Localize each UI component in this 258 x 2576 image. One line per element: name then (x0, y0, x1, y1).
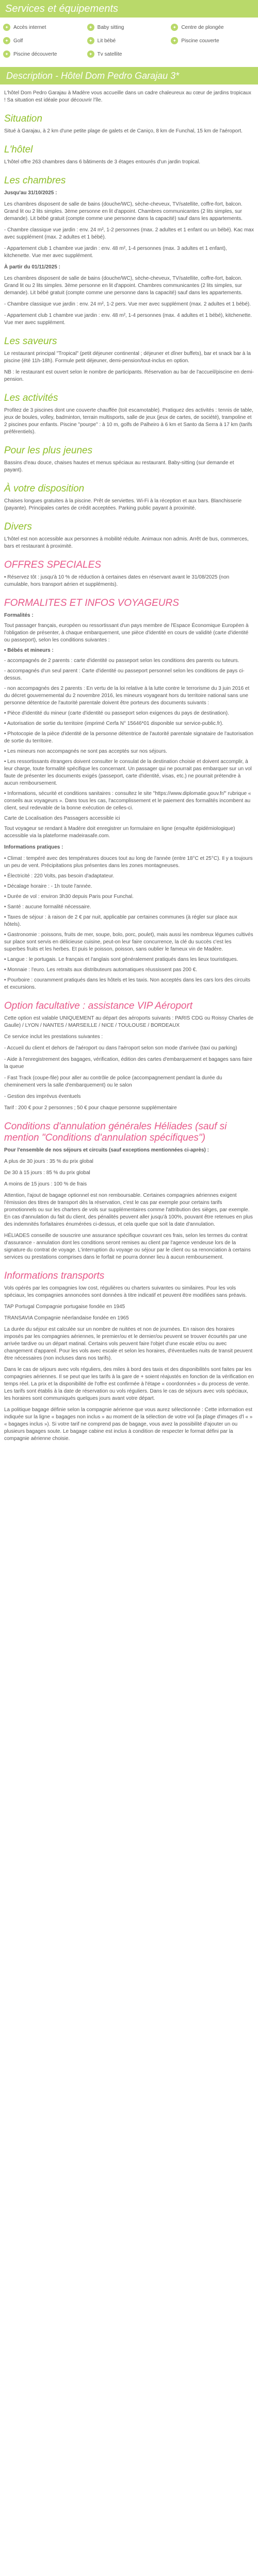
formalites-item: • Bébés et mineurs : (4, 648, 54, 653)
section-title: Les saveurs (4, 336, 57, 347)
section-text: - Chambre classique vue jardin : env. 24 m², 1-2 pers. Vue mer avec supplément (max. 2 adultes et 1 bébé). (4, 301, 251, 307)
section-text: Profitez de 3 piscines dont une couverte chauffée (toit escamotable). Pratiquez des activités : tennis de table, jeux de boules, volley, badminton, terrain multisports, salle de jeux (jeux de cartes, de société), trampoline et 2 piscines pour enfants. Piscine "pourpe" : à 10 m, golfs de Palheiro à 6 km et Santo da Serra à 17 km (tarifs préférentiels). (4, 408, 253, 435)
amenity-item (171, 23, 255, 32)
description-banner: Description - Hôtel Dom Pedro Garajau 3* (0, 67, 258, 84)
section-text: L'hôtel offre 263 chambres dans 6 bâtiments de 3 étages entourés d'un jardin tropical. (4, 159, 200, 165)
infos-item: • Pourboire : couramment pratiqués dans les hôtels et les taxis. Non acceptés dans les cars lors des circuits et excursions. (4, 977, 251, 990)
tv-icon: ✦ (87, 50, 94, 58)
formalites-item: • Les mineurs non accompagnés ne sont pas acceptés sur nos séjours. (4, 749, 167, 754)
section-title: À votre disposition (4, 483, 85, 494)
section-text: - Appartement club 1 chambre vue jardin : env. 48 m², 1-4 personnes (max. 3 adultes et 1 enfant), kitchenette. Vue mer avec supplément. (4, 246, 227, 259)
infos-item: • Gastronomie : poissons, fruits de mer, soupe, bolo, porc, poulet), mais aussi les nombreux légumes cultivés sur place sont servis en délicieuse cuisine, peut-on leur faire concurrence, la clé du succès c'est les superbes fruits et les herbes. Et puis le poisson, poisson, sans oublier le fameux vin de Madère. (4, 932, 253, 952)
pool-icon: ✦ (171, 37, 178, 44)
formalites-item: • Photocopie de la pièce d'identité de la personne détentrice de l'autorité parentale signataire de l'autorisation de sortie du territoire. (4, 731, 253, 744)
amenity-label: Accès internet (13, 24, 46, 30)
section-title: Pour les plus jeunes (4, 445, 93, 456)
formalites-item: • Autorisation de sortie du territoire (imprimé Cerfa N° 15646*01 disponible sur service-public.fr). (4, 721, 223, 726)
formalites-item[interactable]: Carte de Localisation des Passagers accessible ici (4, 816, 120, 821)
transports-text: La durée du séjour est calculée sur un nombre de nuitées et non de journées. En raison des horaires imposés par les compagnies aériennes, le premier/ou et le dernier/ou peuvent se trouver écourtés par une arrivée tardive ou un départ matinal. Certains vols peuvent faire l'objet d'une escale et/ou ou avec changement d'appareil. Pour les vols avec escale et selon les horaires, d'éventuelles nuits de transit peuvent être nécessaires (non incluses dans nos tarifs). (4, 1327, 253, 1361)
section-title: L'hôtel (4, 144, 33, 155)
infos-list (4, 855, 254, 991)
amenity-label: Golf (13, 38, 23, 44)
content (0, 84, 258, 1443)
section-title: Divers (4, 521, 32, 532)
section-text: - Chambre classique vue jardin : env. 24 m², 1-2 personnes (max. 2 adultes et 1 enfant ou un bébé). Kac max avec supplément (max. 2 adultes et 1 bébé). (4, 227, 254, 240)
bed-icon: ✦ (87, 37, 94, 44)
transports-text: TAP Portugal Compagnie portugaise fondée en 1945 (4, 1304, 125, 1310)
section-title: Situation (4, 113, 42, 124)
annulation-text: HÉLIADES conseille de souscrire une assurance spécifique couvrant ces frais, selon les termes du contrat d'assurance - annulation dont les conditions seront remises au client par l'agence vendeuse lors de la signature du contrat de voyage. L'interruption du voyage ou séjour par le client ou sa renonciation à certains services ou prestations comprises dans le forfait ne pourra donner lieu à aucun remboursement. (4, 1233, 251, 1260)
amenity-item (3, 49, 87, 59)
section-text: Les chambres disposent de salle de bains (douche/WC), sèche-cheveux, TV/satellite, coffre-fort, balcon. Grand lit ou 2 lits simples. 3ème personne en lit d'appoint. Chambres communicantes (2 lits simples, sur demande). Lit bébé gratuit (compte comme une personne dans la capacité) sauf dans les appartements. (4, 201, 243, 222)
section-text: Chaises longues gratuites à la piscine. Prêt de serviettes. Wi-Fi à la réception et aux bars. Blanchisserie (payante). Principales cartes de crédit acceptées. Parking public payant à proximité. (4, 498, 242, 511)
vip-title: Option facultative : assistance VIP Aéroport (4, 1001, 193, 1011)
vip-text: - Aide à l'enregistrement des bagages, vérification, édition des cartes d'embarquement et bagages sans faire la queue (4, 1057, 252, 1070)
formalites-item: • Informations, sécurité et conditions sanitaires : consultez le site "https://www.diplomatie.gouv.fr/" rubrique « conseils aux voyageurs ». Dans tous les cas, l'accomplissement et le paiement des formalités incombent au client, seul redevable de la bonne exécution de celles-ci. (4, 791, 251, 811)
section-text: Bassins d'eau douce, chaises hautes et menus spéciaux au restaurant. Baby-sitting (sur demande et payant). (4, 460, 234, 473)
amenity-label: Centre de plongée (181, 24, 224, 30)
infos-item: • Décalage horaire : - 1h toute l'année. (4, 884, 92, 889)
amenity-label: Piscine découverte (13, 51, 57, 57)
section-title: Les activités (4, 393, 58, 403)
formalites-item: Tout voyageur se rendant à Madère doit enregistrer un formulaire en ligne (enquête épidémiologique) accessible via la plateforme madeirasafe.com. (4, 826, 235, 839)
offres-title: OFFRES SPECIALES (4, 560, 101, 570)
section-text: Les chambres disposent de salle de bains (douche/WC), sèche-cheveux, TV/satellite, coffre-fort, balcon. Grand lit ou 2 lits simples. 3ème personne en lit d'appoint. Chambres communicantes (2 lits simples, sur demande). Lit bébé gratuit (compte comme une personne dans la capacité) sauf dans les appartements. (4, 276, 243, 296)
transports-text: La politique bagage définie selon la compagnie aérienne que vous aurez sélectionnée : Cette information est indiquée sur la ligne « bagages non inclus » au moment de la sélection de votre vol (la plage d'images d'l « » « bagages inclus »). Si votre tarif ne comprend pas de bagage, vous avez la possibilité d'ajouter un ou plusieurs bagages soute. Le bagage cabine est inclus à condition de respecter le format défini par la compagnie aérienne choisie. (4, 1407, 253, 1442)
annulation-text: Attention, l'ajout de bagage optionnel est non remboursable. Certaines compagnies aériennes exigent l'émission des titres de transport dès la réservation, c'est le cas par exemple pour certains tarifs promotionnels ou sur les charters de vols sur supplémentaires comme l'attribution des sièges, par exemple. En cas d'annulation du fait du client, des pénalités peuvent aller jusqu'à 100%, pouvant être retenues en plus des indemnités forfaitaires énumérées ci-dessus, et cela quelle que soit la date d'annulation. (4, 1193, 253, 1227)
amenity-label: Lit bébé (97, 38, 116, 44)
vip-text: Cette option est valable UNIQUEMENT au départ des aéroports suivants : PARIS CDG ou Roissy Charles de Gaulle) / LYON / NANTES / MARSEILLE / NICE / TOULOUSE / BORDEAUX (4, 1015, 254, 1028)
transports-title: Informations transports (4, 1270, 105, 1281)
transports-text: TRANSAVIA Compagnie néerlandaise fondée en 1965 (4, 1315, 129, 1321)
golf-icon: ✦ (3, 37, 10, 44)
annulation-text: A plus de 30 jours : 35 % du prix global (4, 1159, 93, 1164)
infos-title: Informations pratiques : (4, 844, 63, 850)
amenities-grid (0, 18, 258, 62)
formalites-item: • Pièce d'identité du mineur (carte d'identité ou passeport selon exigences du pays de destination). (4, 710, 229, 716)
amenity-label: Piscine couverte (181, 38, 219, 44)
spa-icon: ✦ (171, 24, 178, 31)
formalites-item: - accompagnés d'un seul parent : Carte d'identité ou passeport personnel selon les conditions de pays ci-dessus. (4, 668, 245, 681)
annulation-text: De 30 à 15 jours : 85 % du prix global (4, 1170, 90, 1176)
transports-text: Dans le cas de séjours avec vols réguliers, des miles à bord des taxis et des disponibilités sont faites par les compagnies aériennes. Il se peut que les tarifs à la gare de + soient réajustés en fonction de la vérification en temps réel. La prix et la disponibilité de l'offre est confirmée à l'étape « coordonnées » du process de vente. Les tarifs sont établis à la date de réservation ou vols réguliers. Dans le cas de séjours avec vols spéciaux, les horaires sont communiqués quelques jours avant votre départ. (4, 1367, 254, 1401)
amenity-item (87, 36, 171, 45)
offres-text: • Réservez tôt : jusqu'à 10 % de réduction à certaines dates en réservant avant le 31/08/2025 (non cumulable, hors transport aérien et suppléments). (4, 574, 230, 587)
annulation-title: Conditions d'annulation générales Héliades (sauf si mention "Conditions d'annulation spécifiques") (4, 1121, 227, 1143)
formalites-item: Formalités : (4, 613, 34, 618)
formalites-title: FORMALITES ET INFOS VOYAGEURS (4, 598, 179, 608)
section-text: NB : le restaurant est ouvert selon le nombre de participants. Réservation au bar de l'accueil/piscine en demi-pension. (4, 369, 254, 382)
infos-item: • Langue : le portugais. Le français et l'anglais sont généralement pratiqués dans les lieux touristiques. (4, 957, 238, 962)
infos-item: • Climat : tempéré avec des températures douces tout au long de l'année (entre 18°C et 25°C). Il y a toujours un peu de vent. Précipitations plus présentes dans les zones montagneuses. (4, 856, 253, 869)
formalites-list (4, 612, 254, 840)
amenity-label: Baby sitting (97, 24, 124, 30)
annulation-text: Pour l'ensemble de nos séjours et circuits (sauf exceptions mentionnées ci-après) : (4, 1147, 209, 1153)
amenity-item (3, 36, 87, 45)
wifi-icon: ✦ (3, 24, 10, 31)
section-text: Situé à Garajau, à 2 km d'une petite plage de galets et de Caniço, 8 km de Funchal, 15 km de l'aéroport. (4, 128, 243, 134)
amenity-item (87, 23, 171, 32)
section-text: À partir du 01/11/2025 : (4, 264, 60, 270)
infos-item: • Taxes de séjour : à raison de 2 € par nuit, applicable par certaines communes (à régler sur place aux hôtels). (4, 914, 237, 927)
section-text: - Appartement club 1 chambre vue jardin : env. 48 m², 1-4 personnes (max. 4 adultes et 1 bébé), kitchenette. Vue mer avec supplément. (4, 313, 252, 326)
baby-icon: ✦ (87, 24, 94, 31)
annulation-text: A moins de 15 jours : 100 % de frais (4, 1181, 87, 1187)
amenity-item (87, 49, 171, 59)
formalites-item: Tout passager français, européen ou ressortissant d'un pays membre de l'Espace Économique Européen à l'obligation de présenter, à chaque embarquement, une pièce d'identité en cours de validité (carte d'identité ou passeport), selon les conditions suivantes : (4, 623, 249, 643)
services-banner: Services et équipements (0, 0, 258, 18)
pool-icon: ✦ (3, 50, 10, 58)
formalites-item: - non accompagnés des 2 parents : En vertu de la loi relative à la lutte contre le terrorisme du 3 juin 2016 et du décret gouvernemental du 2 novembre 2016, les mineurs voyageant hors du territoire national sans une personne détentrice de l'autorité parentale doivent être porteurs des documents suivants : (4, 686, 250, 706)
vip-text: - Accueil du client et dehors de l'aéroport ou dans l'aéroport selon son mode d'arrivée (taxi ou parking) (4, 1045, 237, 1051)
vip-text: - Gestion des imprévus éventuels (4, 1094, 81, 1099)
amenity-item (3, 23, 87, 32)
formalites-item: - accompagnés de 2 parents : carte d'identité ou passeport selon les conditions des parents ou tuteurs. (4, 658, 239, 664)
infos-item: • Durée de vol : environ 3h30 depuis Paris pour Funchal. (4, 894, 134, 900)
amenity-item (171, 36, 255, 45)
vip-text: Ce service inclut les prestations suivantes : (4, 1034, 103, 1040)
transports-text: Vols opérés par les compagnies low cost, régulières ou charters suivantes ou similaires. Pour les vols spéciaux, les compagnies annoncées sont données à titre indicatif et peuvent être modifiées sans préavis. (4, 1285, 247, 1298)
description-intro: L'hôtel Dom Pedro Garajau à Madère vous accueille dans un cadre chaleureux au cœur de jardins tropicaux ! Sa situation est idéale pour découvrir l'île. (4, 90, 251, 103)
formalites-item: • Les ressortissants étrangers doivent consulter le consulat de la destination choisie et doivent accomplir, à leur charge, toute formalité spécifique les concernant. Un passager qui ne pourrait pas embarquer sur un vol faute de présenter les documents exigés (passeport, carte d'identité, visas, etc.) ne pourrait prétendre à aucun remboursement. (4, 759, 252, 786)
section-text: L'hôtel est non accessible aux personnes à mobilité réduite. Animaux non admis. Arrêt de bus, commerces, bars et restaurant à proximité. (4, 536, 249, 549)
section-text: Le restaurant principal "Tropical" (petit déjeuner continental ; déjeuner et dîner buffets), bar et snack bar à la piscine (été 11h-18h). Formule petit déjeuner, demi-pension/tout-inclus en option. (4, 351, 251, 364)
infos-item: • Électricité : 220 Volts, pas besoin d'adaptateur. (4, 873, 115, 879)
section-text: Jusqu'au 31/10/2025 : (4, 190, 57, 196)
section-title: Les chambres (4, 175, 66, 186)
infos-item: • Monnaie : l'euro. Les retraits aux distributeurs automatiques réussissent pas 200 €. (4, 967, 197, 973)
vip-text: Tarif : 200 € pour 2 personnes ; 50 € pour chaque personne supplémentaire (4, 1105, 177, 1111)
infos-item: • Santé : aucune formalité nécessaire. (4, 904, 91, 910)
amenity-label: Tv satellite (97, 51, 122, 57)
vip-text: - Fast Track (coupe-file) pour aller au contrôle de police (accompagnement pendant la durée du cheminement vers la salle d'embarquement) ou le salon (4, 1075, 222, 1088)
